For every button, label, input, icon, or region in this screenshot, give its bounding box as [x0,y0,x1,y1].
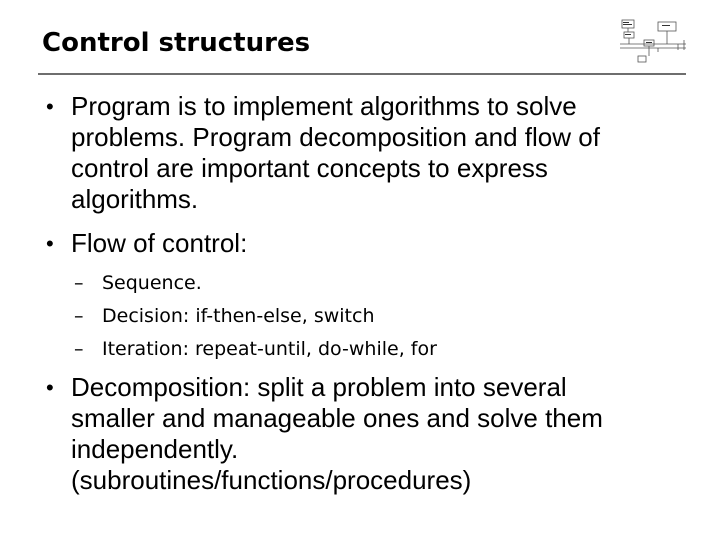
sub-bullet-marker: – [74,305,84,327]
bullet-line: problems. Program decomposition and flow of [71,122,600,152]
sub-bullet-marker: – [74,272,84,294]
bullet-line: Flow of control: [71,228,248,258]
sub-bullet-text: Decision: if-then-else, switch [102,305,375,327]
bullet-line: smaller and manageable ones and solve them [71,403,603,433]
bullet-marker: • [46,94,54,119]
title-rule [38,73,686,75]
bullet-line: independently. [71,434,239,464]
sub-bullet-marker: – [74,338,84,360]
sub-bullet-item [74,300,375,333]
bullet-line: control are important concepts to express [71,153,548,183]
flowchart-diagram-icon [618,18,688,66]
bullet-line: Decomposition: split a problem into several [71,372,567,402]
bullet-marker: • [46,231,54,256]
bullet-item [46,91,646,215]
bullet-line: Program is to implement algorithms to solve [71,91,577,121]
sub-bullet-item [74,333,437,366]
sub-bullet-text: Iteration: repeat-until, do-while, for [102,338,437,360]
sub-bullet-item [74,267,202,300]
bullet-line: algorithms. [71,184,199,214]
bullet-item [46,228,646,259]
bullet-item [46,372,646,496]
bullet-line: (subroutines/functions/procedures) [71,465,472,495]
sub-bullet-text: Sequence. [102,272,202,294]
bullet-marker: • [46,375,54,400]
slide-title: Control structures [42,28,311,58]
